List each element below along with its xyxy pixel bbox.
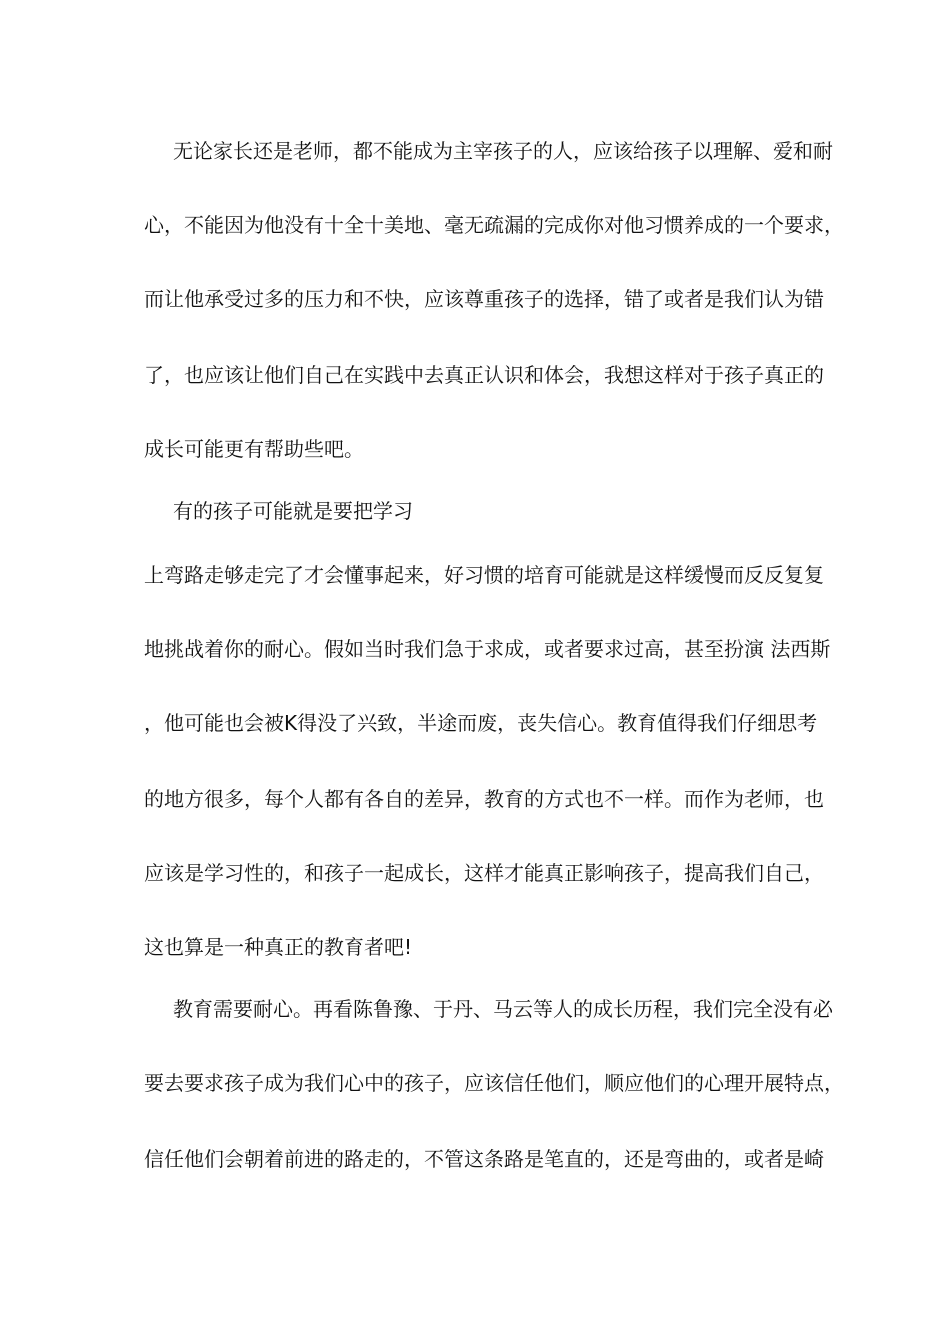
paragraph-3-line-1: 教育需要耐心。再看陈鲁豫、于丹、马云等人的成长历程，我们完全没有必 <box>173 997 833 1021</box>
paragraph-2-line-2: 上弯路走够走完了才会懂事起来，好习惯的培育可能就是这样缓慢而反反复复 <box>144 563 824 587</box>
paragraph-1-line-5: 成长可能更有帮助些吧。 <box>144 437 364 461</box>
paragraph-3-line-3: 信任他们会朝着前进的路走的，不管这条路是笔直的，还是弯曲的，或者是崎 <box>144 1147 824 1171</box>
paragraph-2-line-1: 有的孩子可能就是要把学习 <box>173 499 413 523</box>
paragraph-1-line-2: 心，不能因为他没有十全十美地、毫无疏漏的完成你对他习惯养成的一个要求， <box>144 213 844 237</box>
paragraph-1-line-1: 无论家长还是老师，都不能成为主宰孩子的人，应该给孩子以理解、爱和耐 <box>173 139 833 163</box>
paragraph-2-line-4: ，他可能也会被K得没了兴致，半途而废，丧失信心。教育值得我们仔细思考 <box>144 711 818 735</box>
paragraph-2-line-5: 的地方很多，每个人都有各自的差异，教育的方式也不一样。而作为老师，也 <box>144 787 824 811</box>
paragraph-2-line-7: 这也算是一种真正的教育者吧! <box>144 935 413 959</box>
paragraph-2-line-6: 应该是学习性的，和孩子一起成长，这样才能真正影响孩子，提高我们自己， <box>144 861 824 885</box>
paragraph-2-line-3: 地挑战着你的耐心。假如当时我们急于求成，或者要求过高，甚至扮演 法西斯 <box>144 637 831 661</box>
paragraph-1-line-4: 了，也应该让他们自己在实践中去真正认识和体会，我想这样对于孩子真正的 <box>144 363 824 387</box>
paragraph-1-line-3: 而让他承受过多的压力和不快，应该尊重孩子的选择，错了或者是我们认为错 <box>144 287 824 311</box>
paragraph-3-line-2: 要去要求孩子成为我们心中的孩子，应该信任他们，顺应他们的心理开展特点， <box>144 1071 844 1095</box>
